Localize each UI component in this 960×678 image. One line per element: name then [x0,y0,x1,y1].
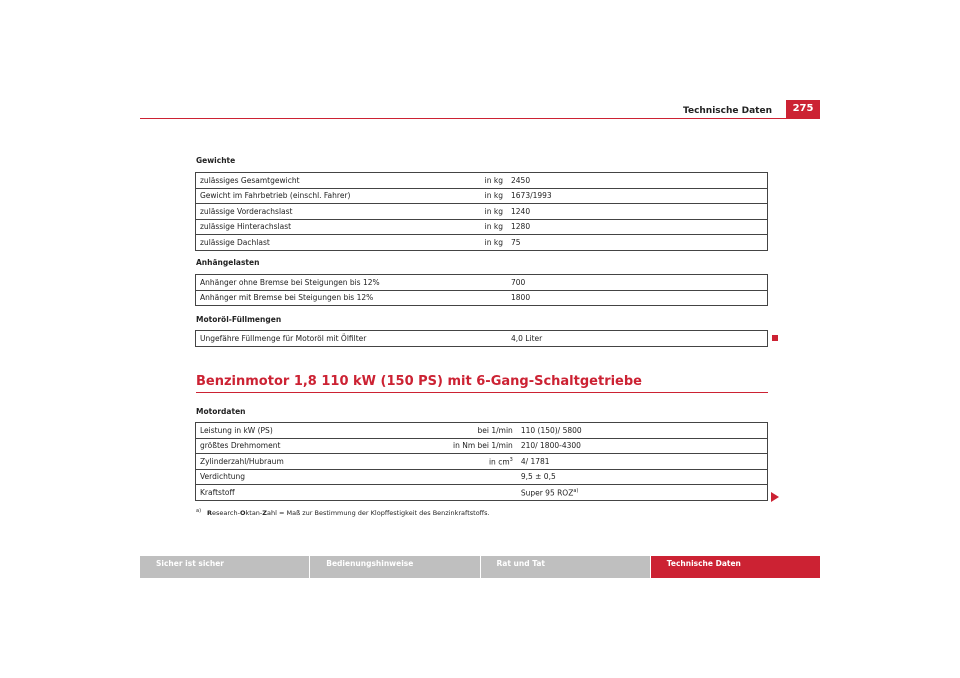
footnote-text-3: ahl = Maß zur Bestimmung der Klopffestigkeit des Benzinkraftstoffs. [266,509,490,518]
row-unit [449,275,507,291]
row-label: Anhänger mit Bremse bei Steigungen bis 12% [196,290,450,306]
row-label: zulässige Dachlast [196,235,450,251]
section-label-motordaten: Motordaten [196,407,246,416]
row-unit [449,485,517,501]
footnote-z: Z [262,509,267,518]
row-value: 4/ 1781 [517,454,768,470]
row-label: Ungefähre Füllmenge für Motoröl mit Ölfilter [200,333,367,343]
row-unit: in kg [449,204,507,220]
table-row [196,469,768,485]
page-number: 275 [786,100,820,118]
section-label-anhaengelasten: Anhängelasten [196,258,260,267]
footnote-ref: a) [573,487,579,494]
row-label: Anhänger ohne Bremse bei Steigungen bis 12% [200,277,380,287]
unit-text: in cm [488,457,510,466]
section-label-gewichte: Gewichte [196,156,236,165]
table-row [196,235,768,251]
row-value: 700 [511,277,526,287]
table-row [196,438,768,454]
table-motordaten [195,422,768,501]
row-label: zulässige Vorderachslast [196,204,450,220]
row-unit: bei 1/min [477,425,513,435]
row-value: 75 [507,235,768,251]
table-row [196,423,768,439]
row-unit: in kg [484,175,503,185]
footnote-r: R [207,509,213,518]
table-row [196,173,768,189]
header-title: Technische Daten [683,106,772,116]
row-unit [449,290,507,306]
table-row [196,454,768,470]
table-gewichte [195,172,768,251]
tab-rat-und-tat[interactable]: Rat und Tat [481,556,650,578]
row-label: Verdichtung [196,469,450,485]
footnote-marker: a) [196,508,202,514]
row-label: zulässiges Gesamtgewicht [200,175,300,185]
row-value: 110 (150)/ 5800 [520,425,582,435]
row-value: 1240 [507,204,768,220]
engine-heading: Benzinmotor 1,8 110 kW (150 PS) mit 6-Gang-Schaltgetriebe [196,374,642,389]
header-divider [140,118,820,119]
section-label-motoroel: Motoröl-Füllmengen [196,315,282,324]
row-value: 2450 [511,175,531,185]
table-row [196,188,768,204]
row-value: 4,0 Liter [511,333,543,343]
row-value: 1280 [507,219,768,235]
table-row [196,331,768,347]
table-row [196,275,768,291]
table-row [196,204,768,220]
table-motoroel [195,330,768,347]
table-anhaengelasten [195,274,768,306]
row-label: Zylinderzahl/Hubraum [196,454,450,470]
row-value [517,485,768,501]
row-unit [449,454,517,470]
footnote-text-2: ktan- [245,509,263,518]
tab-technische-daten[interactable]: Technische Daten [651,556,820,578]
value-text: Super 95 ROZ [520,488,574,497]
end-of-section-marker [772,335,778,341]
tab-sicher-ist-sicher[interactable]: Sicher ist sicher [140,556,309,578]
row-label: zulässige Hinterachslast [196,219,450,235]
row-value: 1673/1993 [507,188,768,204]
row-unit: in kg [449,235,507,251]
row-label: Gewicht im Fahrbetrieb (einschl. Fahrer) [196,188,450,204]
table-row [196,290,768,306]
unit-superscript: 3 [509,456,513,463]
row-value: 210/ 1800-4300 [517,438,768,454]
row-unit: in kg [449,219,507,235]
footnote-o: O [239,509,246,518]
row-value: 1800 [507,290,768,306]
row-label: größtes Drehmoment [196,438,450,454]
continue-arrow-icon [771,492,779,502]
bottom-chapter-tabs [140,556,820,578]
row-value: 9,5 ± 0,5 [517,469,768,485]
tab-bedienungshinweise[interactable]: Bedienungshinweise [310,556,479,578]
row-label: Leistung in kW (PS) [200,425,273,435]
row-unit [449,331,507,347]
footnote-text-1: esearch- [212,509,240,518]
footnote [196,508,490,517]
heading-divider [196,392,768,393]
row-unit: in Nm bei 1/min [449,438,517,454]
table-row [196,485,768,501]
row-label: Kraftstoff [196,485,450,501]
table-row [196,219,768,235]
row-unit [449,469,517,485]
row-unit: in kg [449,188,507,204]
